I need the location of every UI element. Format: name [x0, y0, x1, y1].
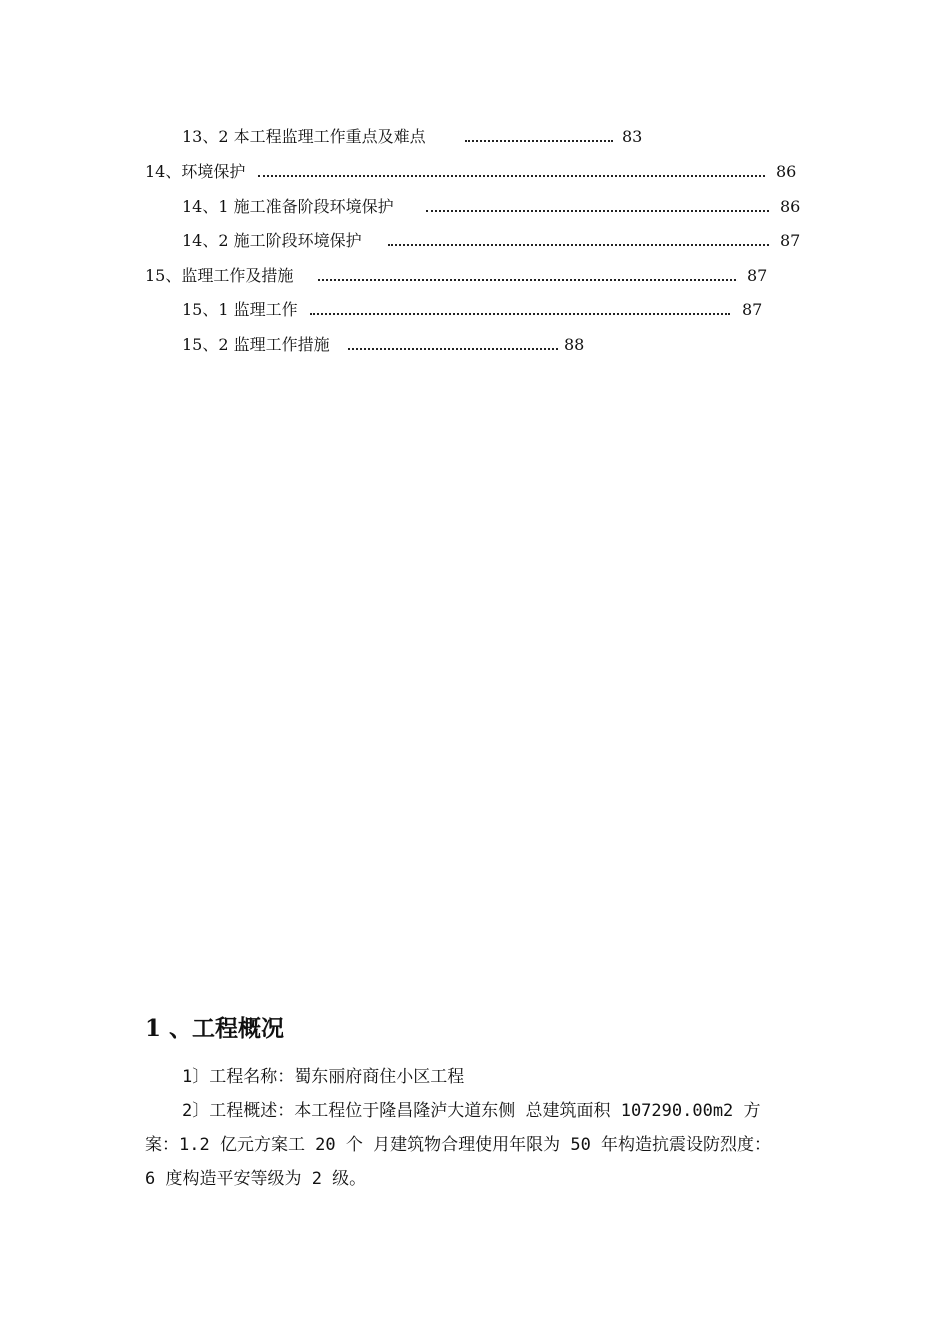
toc-entry[interactable]: [182, 334, 602, 356]
toc-entry-page: 83: [622, 127, 643, 146]
toc-entry-page: 87: [742, 300, 763, 319]
section-heading: 1 、工程概况: [145, 1015, 285, 1042]
section-item-2-line-1: 2〕工程概述：本工程位于隆昌隆泸大道东侧 总建筑面积 107290.00m2 方: [182, 1101, 761, 1121]
section-item-1: 1〕工程名称：蜀东丽府商住小区工程: [182, 1067, 465, 1087]
toc-entry-label: 15、2 监理工作措施: [182, 335, 330, 354]
toc-leader-dots: [318, 279, 736, 281]
toc-entry[interactable]: [182, 126, 652, 148]
toc-entry[interactable]: [182, 230, 812, 252]
toc-leader-dots: [426, 210, 769, 212]
toc-entry-label: 14、1 施工准备阶段环境保护: [182, 197, 394, 216]
toc-entry-page: 86: [780, 197, 801, 216]
toc-entry[interactable]: [182, 196, 812, 218]
toc-entry-page: 88: [564, 335, 585, 354]
toc-entry-label: 13、2 本工程监理工作重点及难点: [182, 127, 426, 146]
section-item-2-line-2: 案：1.2 亿元方案工 20 个 月建筑物合理使用年限为 50 年构造抗震设防烈度：: [145, 1135, 772, 1155]
toc-leader-dots: [388, 244, 769, 246]
toc-entry-page: 86: [776, 162, 797, 181]
toc-entry-page: 87: [780, 231, 801, 250]
toc-entry-label: 15、1 监理工作: [182, 300, 298, 319]
toc-entry[interactable]: [182, 299, 782, 321]
toc-entry[interactable]: [145, 161, 805, 183]
toc-entry-label: 14、2 施工阶段环境保护: [182, 231, 362, 250]
toc-entry-label: 15、监理工作及措施: [145, 266, 294, 285]
toc-leader-dots: [310, 313, 730, 315]
toc-leader-dots: [258, 175, 765, 177]
section-item-2-line-3: 6 度构造平安等级为 2 级。: [145, 1169, 367, 1189]
toc-entry-page: 87: [747, 266, 768, 285]
toc-leader-dots: [465, 140, 613, 142]
toc-entry-label: 14、环境保护: [145, 162, 246, 181]
toc-entry[interactable]: [145, 265, 785, 287]
toc-leader-dots: [348, 348, 558, 350]
